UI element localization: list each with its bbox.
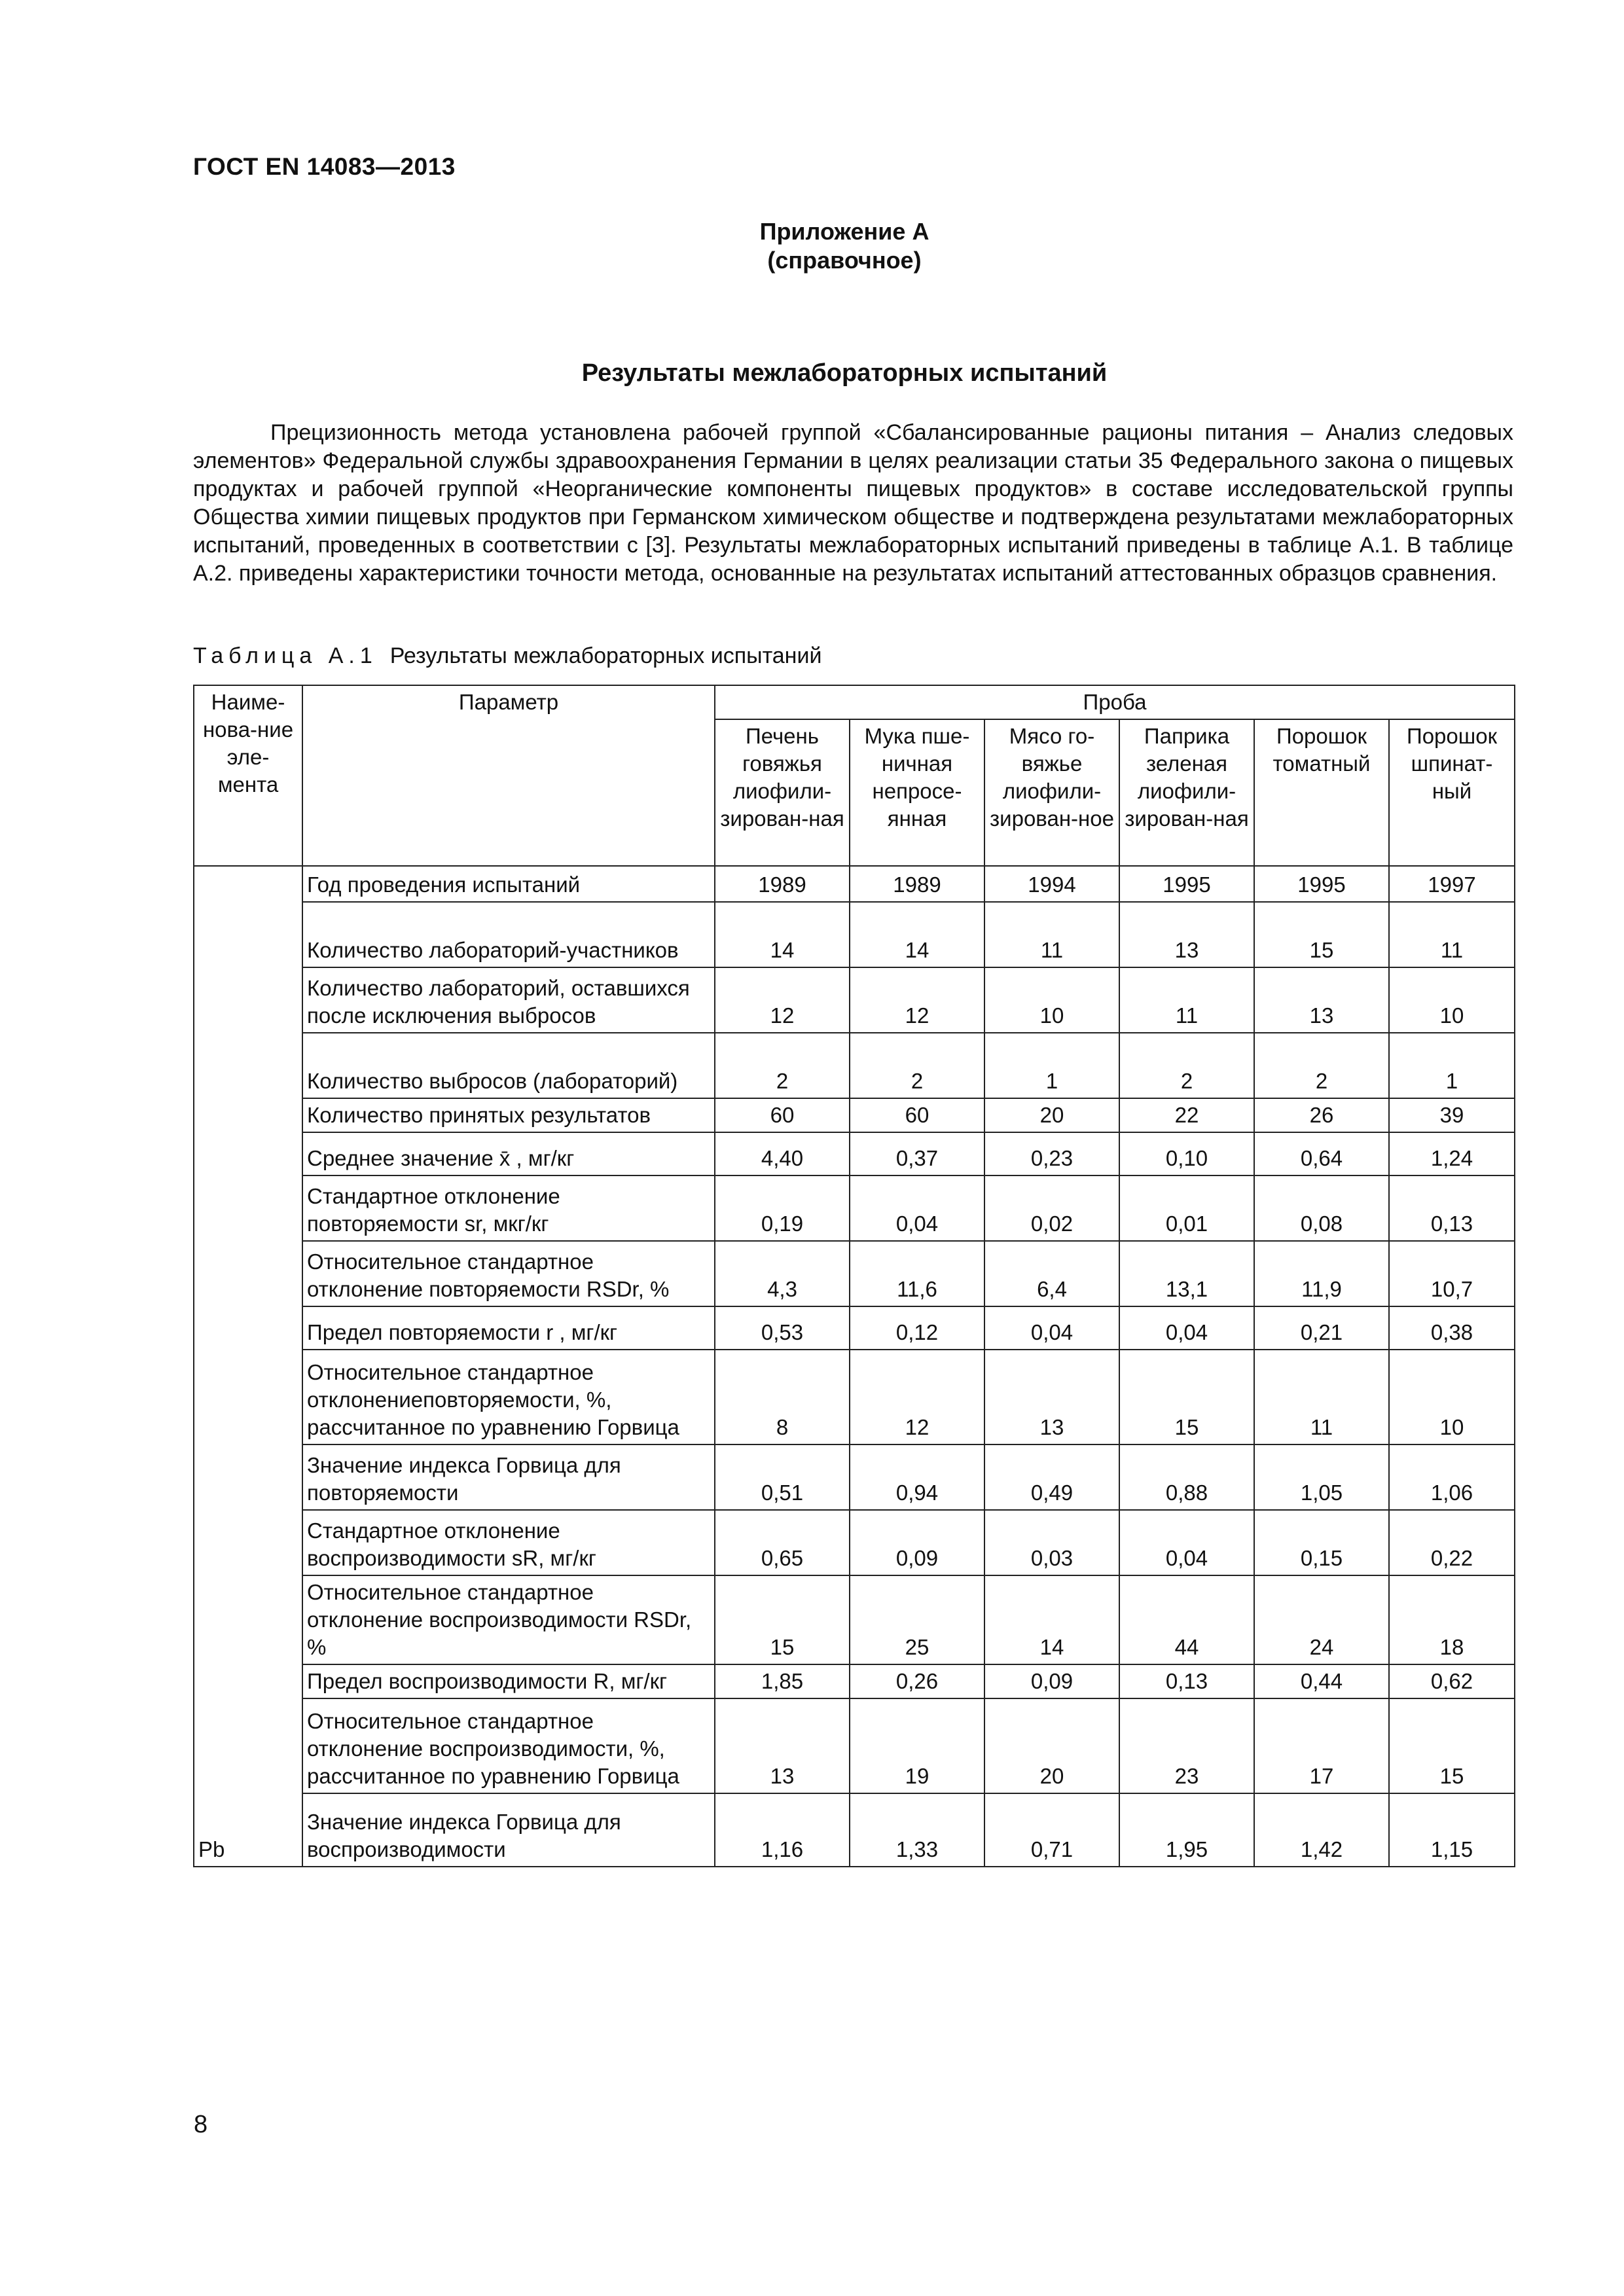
sample-header: Печень говяжья лиофили-зирован-ная (715, 719, 850, 866)
value-cell: 12 (850, 967, 984, 1033)
table-row (194, 967, 1515, 1033)
value-cell: 0,37 (850, 1132, 984, 1175)
parameter-cell: Относительное стандартное отклонение повторяемости RSDr, % (302, 1241, 715, 1306)
value-cell: 0,38 (1389, 1306, 1515, 1350)
value-cell: 0,22 (1389, 1510, 1515, 1575)
table-row (194, 1444, 1515, 1510)
value-cell: 0,04 (1119, 1510, 1254, 1575)
value-cell: 12 (715, 967, 850, 1033)
value-cell: 0,44 (1254, 1664, 1389, 1698)
table-row (194, 1698, 1515, 1793)
value-cell: 0,94 (850, 1444, 984, 1510)
table-body (194, 866, 1515, 1867)
value-cell: 0,64 (1254, 1132, 1389, 1175)
value-cell: 11 (1389, 902, 1515, 967)
value-cell: 10,7 (1389, 1241, 1515, 1306)
value-cell: 0,09 (850, 1510, 984, 1575)
sample-header: Порошок томатный (1254, 719, 1389, 866)
parameter-cell: Стандартное отклонение повторяемости sr, мкг/кг (302, 1175, 715, 1241)
value-cell: 11 (984, 902, 1119, 967)
value-cell: 13 (1119, 902, 1254, 967)
table-row (194, 866, 1515, 902)
section-title: Результаты межлабораторных испытаний (581, 359, 1108, 387)
value-cell: 14 (984, 1575, 1119, 1664)
value-cell: 1,33 (850, 1793, 984, 1867)
value-cell: 0,12 (850, 1306, 984, 1350)
value-cell: 0,04 (1119, 1306, 1254, 1350)
value-cell: 20 (984, 1098, 1119, 1132)
value-cell: 0,04 (850, 1175, 984, 1241)
value-cell: 1,06 (1389, 1444, 1515, 1510)
value-cell: 0,26 (850, 1664, 984, 1698)
value-cell: 13 (715, 1698, 850, 1793)
parameter-cell: Относительное стандартное отклонениеповторяемости, %, рассчитанное по уравнению Горвица (302, 1350, 715, 1444)
parameter-cell: Год проведения испытаний (302, 866, 715, 902)
value-cell: 10 (1389, 967, 1515, 1033)
value-cell: 13,1 (1119, 1241, 1254, 1306)
value-cell: 0,02 (984, 1175, 1119, 1241)
value-cell: 4,3 (715, 1241, 850, 1306)
page-number: 8 (194, 2111, 208, 2138)
value-cell: 20 (984, 1698, 1119, 1793)
value-cell: 2 (715, 1033, 850, 1098)
appendix-subtitle: (справочное) (767, 247, 922, 274)
value-cell: 1997 (1389, 866, 1515, 902)
value-cell: 0,23 (984, 1132, 1119, 1175)
value-cell: 13 (1254, 967, 1389, 1033)
value-cell: 0,71 (984, 1793, 1119, 1867)
table-row (194, 1306, 1515, 1350)
table-row (194, 1664, 1515, 1698)
table-row (194, 1575, 1515, 1664)
table-caption-label: Таблица А.1 (193, 643, 378, 668)
value-cell: 0,53 (715, 1306, 850, 1350)
parameter-cell: Среднее значение x̄ , мг/кг (302, 1132, 715, 1175)
parameter-cell: Стандартное отклонение воспроизводимости sR, мг/кг (302, 1510, 715, 1575)
value-cell: 0,13 (1389, 1175, 1515, 1241)
value-cell: 1 (1389, 1033, 1515, 1098)
value-cell: 1994 (984, 866, 1119, 902)
value-cell: 0,62 (1389, 1664, 1515, 1698)
results-table (193, 685, 1515, 1867)
intro-paragraph: Прецизионность метода установлена рабочей группой «Сбалансированные рационы питания – Анализ следовых элементов» Федеральной службы здравоохранения Германии в целях реализации статьи 35 Федерального закона о пищевых продуктах и рабочей группой «Неорганические компоненты пищевых продуктов» в составе исследовательской группы Общества химии пищевых продуктов при Германском химическом обществе и подтверждена результатами межлабораторных испытаний, проведенных в соответствии с [3]. Результаты межлабораторных испытаний приведены в таблице А.1. В таблице А.2. приведены характеристики точности метода, основанные на результатах испытаний аттестованных образцов сравнения. (193, 420, 1513, 586)
parameter-cell: Количество принятых результатов (302, 1098, 715, 1132)
value-cell: 23 (1119, 1698, 1254, 1793)
value-cell: 0,51 (715, 1444, 850, 1510)
parameter-cell: Количество лабораторий, оставшихся после исключения выбросов (302, 967, 715, 1033)
value-cell: 26 (1254, 1098, 1389, 1132)
element-cell: Pb (194, 866, 302, 1867)
value-cell: 4,40 (715, 1132, 850, 1175)
value-cell: 11,9 (1254, 1241, 1389, 1306)
value-cell: 11 (1119, 967, 1254, 1033)
value-cell: 1,05 (1254, 1444, 1389, 1510)
value-cell: 0,88 (1119, 1444, 1254, 1510)
value-cell: 25 (850, 1575, 984, 1664)
value-cell: 13 (984, 1350, 1119, 1444)
table-row (194, 1241, 1515, 1306)
value-cell: 15 (1119, 1350, 1254, 1444)
parameter-cell: Количество выбросов (лабораторий) (302, 1033, 715, 1098)
value-cell: 0,49 (984, 1444, 1119, 1510)
value-cell: 60 (715, 1098, 850, 1132)
parameter-cell: Относительное стандартное отклонение воспроизводимости RSDr, % (302, 1575, 715, 1664)
value-cell: 1995 (1254, 866, 1389, 902)
value-cell: 0,15 (1254, 1510, 1389, 1575)
value-cell: 15 (1254, 902, 1389, 967)
column-header-probe: Проба (715, 685, 1515, 719)
parameter-cell: Значение индекса Горвица для повторяемости (302, 1444, 715, 1510)
value-cell: 0,03 (984, 1510, 1119, 1575)
table-row (194, 1510, 1515, 1575)
value-cell: 24 (1254, 1575, 1389, 1664)
value-cell: 1,24 (1389, 1132, 1515, 1175)
value-cell: 0,09 (984, 1664, 1119, 1698)
value-cell: 1989 (715, 866, 850, 902)
value-cell: 19 (850, 1698, 984, 1793)
value-cell: 15 (1389, 1698, 1515, 1793)
value-cell: 2 (850, 1033, 984, 1098)
appendix-title: Приложение А (759, 218, 929, 245)
value-cell: 1,15 (1389, 1793, 1515, 1867)
value-cell: 0,01 (1119, 1175, 1254, 1241)
value-cell: 0,04 (984, 1306, 1119, 1350)
parameter-cell: Относительное стандартное отклонение воспроизводимости, %, рассчитанное по уравнению Горвица (302, 1698, 715, 1793)
sample-header: Порошок шпинат-ный (1389, 719, 1515, 866)
column-header-element: Наиме-нова-ние эле-мента (194, 685, 302, 866)
value-cell: 22 (1119, 1098, 1254, 1132)
parameter-cell: Количество лабораторий-участников (302, 902, 715, 967)
value-cell: 1 (984, 1033, 1119, 1098)
parameter-cell: Значение индекса Горвица для воспроизводимости (302, 1793, 715, 1867)
document-code-header: ГОСТ EN 14083—2013 (193, 153, 456, 180)
parameter-cell: Предел повторяемости r , мг/кг (302, 1306, 715, 1350)
column-header-parameter: Параметр (302, 685, 715, 866)
value-cell: 0,65 (715, 1510, 850, 1575)
table-row (194, 1033, 1515, 1098)
value-cell: 0,21 (1254, 1306, 1389, 1350)
value-cell: 17 (1254, 1698, 1389, 1793)
value-cell: 12 (850, 1350, 984, 1444)
value-cell: 1,16 (715, 1793, 850, 1867)
value-cell: 18 (1389, 1575, 1515, 1664)
value-cell: 6,4 (984, 1241, 1119, 1306)
sample-header: Мясо го-вяжье лиофили-зирован-ное (984, 719, 1119, 866)
value-cell: 39 (1389, 1098, 1515, 1132)
value-cell: 15 (715, 1575, 850, 1664)
table-caption-text: Результаты межлабораторных испытаний (389, 643, 822, 668)
table-row (194, 1132, 1515, 1175)
value-cell: 1,42 (1254, 1793, 1389, 1867)
value-cell: 1995 (1119, 866, 1254, 902)
parameter-cell: Предел воспроизводимости R, мг/кг (302, 1664, 715, 1698)
value-cell: 60 (850, 1098, 984, 1132)
value-cell: 10 (1389, 1350, 1515, 1444)
value-cell: 11 (1254, 1350, 1389, 1444)
value-cell: 0,13 (1119, 1664, 1254, 1698)
value-cell: 44 (1119, 1575, 1254, 1664)
value-cell: 1,95 (1119, 1793, 1254, 1867)
table-row (194, 1098, 1515, 1132)
value-cell: 1989 (850, 866, 984, 902)
sample-header: Мука пше-ничная непросе-янная (850, 719, 984, 866)
table-caption (193, 643, 821, 669)
table-row (194, 1793, 1515, 1867)
value-cell: 0,19 (715, 1175, 850, 1241)
value-cell: 2 (1254, 1033, 1389, 1098)
value-cell: 10 (984, 967, 1119, 1033)
value-cell: 2 (1119, 1033, 1254, 1098)
value-cell: 14 (715, 902, 850, 967)
value-cell: 1,85 (715, 1664, 850, 1698)
table-row (194, 1350, 1515, 1444)
table-header-row (194, 685, 1515, 719)
value-cell: 14 (850, 902, 984, 967)
table-row (194, 1175, 1515, 1241)
value-cell: 8 (715, 1350, 850, 1444)
value-cell: 11,6 (850, 1241, 984, 1306)
value-cell: 0,10 (1119, 1132, 1254, 1175)
sample-header: Паприка зеленая лиофили-зирован-ная (1119, 719, 1254, 866)
value-cell: 0,08 (1254, 1175, 1389, 1241)
table-row (194, 902, 1515, 967)
